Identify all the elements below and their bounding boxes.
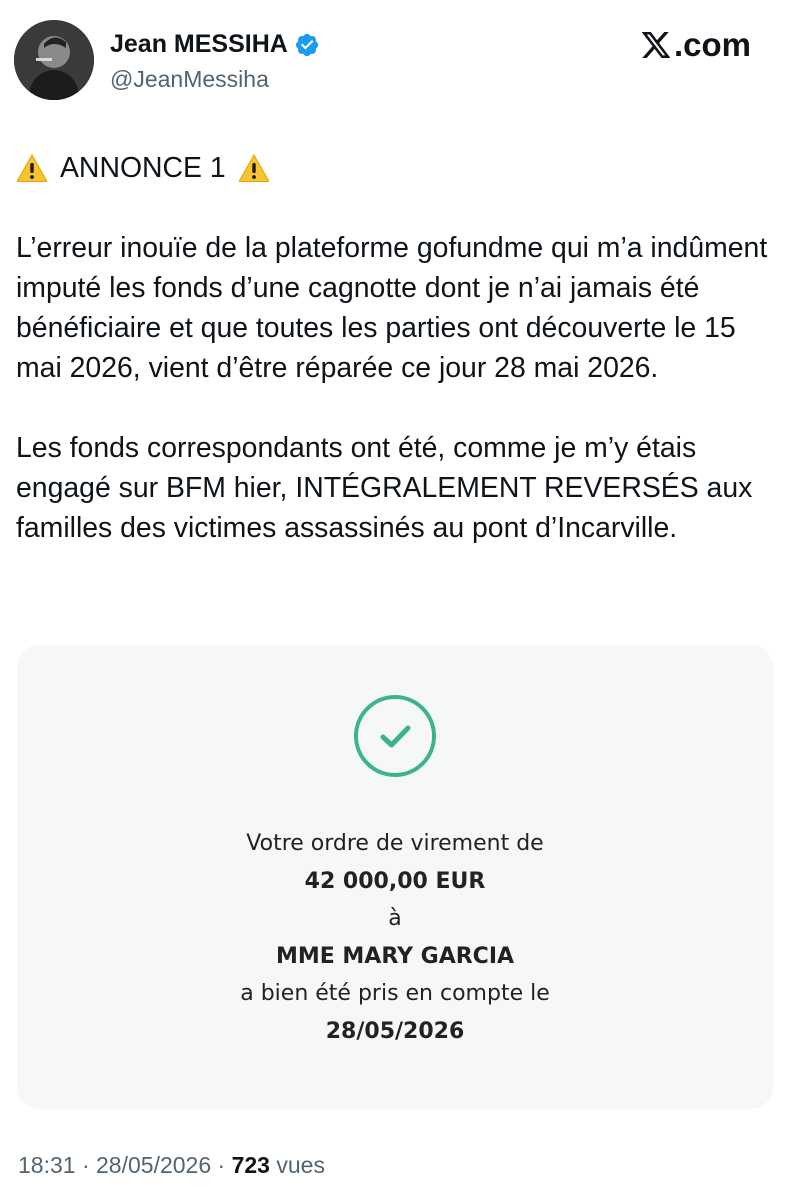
transfer-date: 28/05/2026: [325, 1018, 465, 1044]
tweet-time[interactable]: 18:31: [18, 1152, 76, 1178]
tweet-paragraph-1: L’erreur inouïe de la plateforme gofundme qui m’a indûment imputé les fonds d’une cagnotte dont je n’ai jamais été bénéficiaire et que toutes les parties ont découverte le 15 mai 2026, vient d’être réparée ce jour 28 mai 2026.: [16, 232, 768, 384]
views-count: 723: [231, 1152, 270, 1178]
transfer-recipient: MME MARY GARCIA: [275, 943, 515, 969]
transfer-line-1: Votre ordre de virement de: [246, 831, 544, 856]
warning-icon: [16, 153, 48, 183]
views-label: vues: [276, 1152, 325, 1178]
transfer-details: [17, 825, 773, 1050]
author-name[interactable]: Jean MESSIHA: [110, 30, 288, 58]
transfer-line-3: a bien été pris en compte le: [240, 981, 550, 1006]
tweet-metadata: [18, 1152, 325, 1179]
transfer-line-2: à: [388, 906, 402, 931]
separator: ·: [217, 1152, 226, 1178]
tweet-date[interactable]: 28/05/2026: [96, 1152, 212, 1178]
x-logo-icon: [639, 29, 673, 61]
avatar[interactable]: [14, 20, 94, 100]
check-circle-icon: [353, 694, 437, 778]
tweet-paragraph-2: Les fonds correspondants ont été, comme je m’y étais engagé sur BFM hier, INTÉGRALEMENT REVERSÉS aux familles des victimes assassinés au pont d’Incarville.: [16, 432, 753, 544]
separator: ·: [81, 1152, 90, 1178]
name-row: [110, 30, 320, 59]
warning-icon: [238, 153, 270, 183]
verified-badge-icon: [294, 32, 320, 58]
tweet-text: [16, 148, 776, 548]
source-label: [639, 26, 751, 64]
tweet-header: [0, 0, 789, 110]
announcement-title: ANNONCE 1: [60, 152, 226, 184]
announcement-line: [16, 148, 776, 188]
author-handle[interactable]: @JeanMessiha: [110, 66, 269, 92]
source-domain: .com: [673, 26, 751, 63]
attached-image-transfer-confirmation[interactable]: [17, 645, 773, 1109]
transfer-amount: 42 000,00 EUR: [304, 868, 486, 894]
